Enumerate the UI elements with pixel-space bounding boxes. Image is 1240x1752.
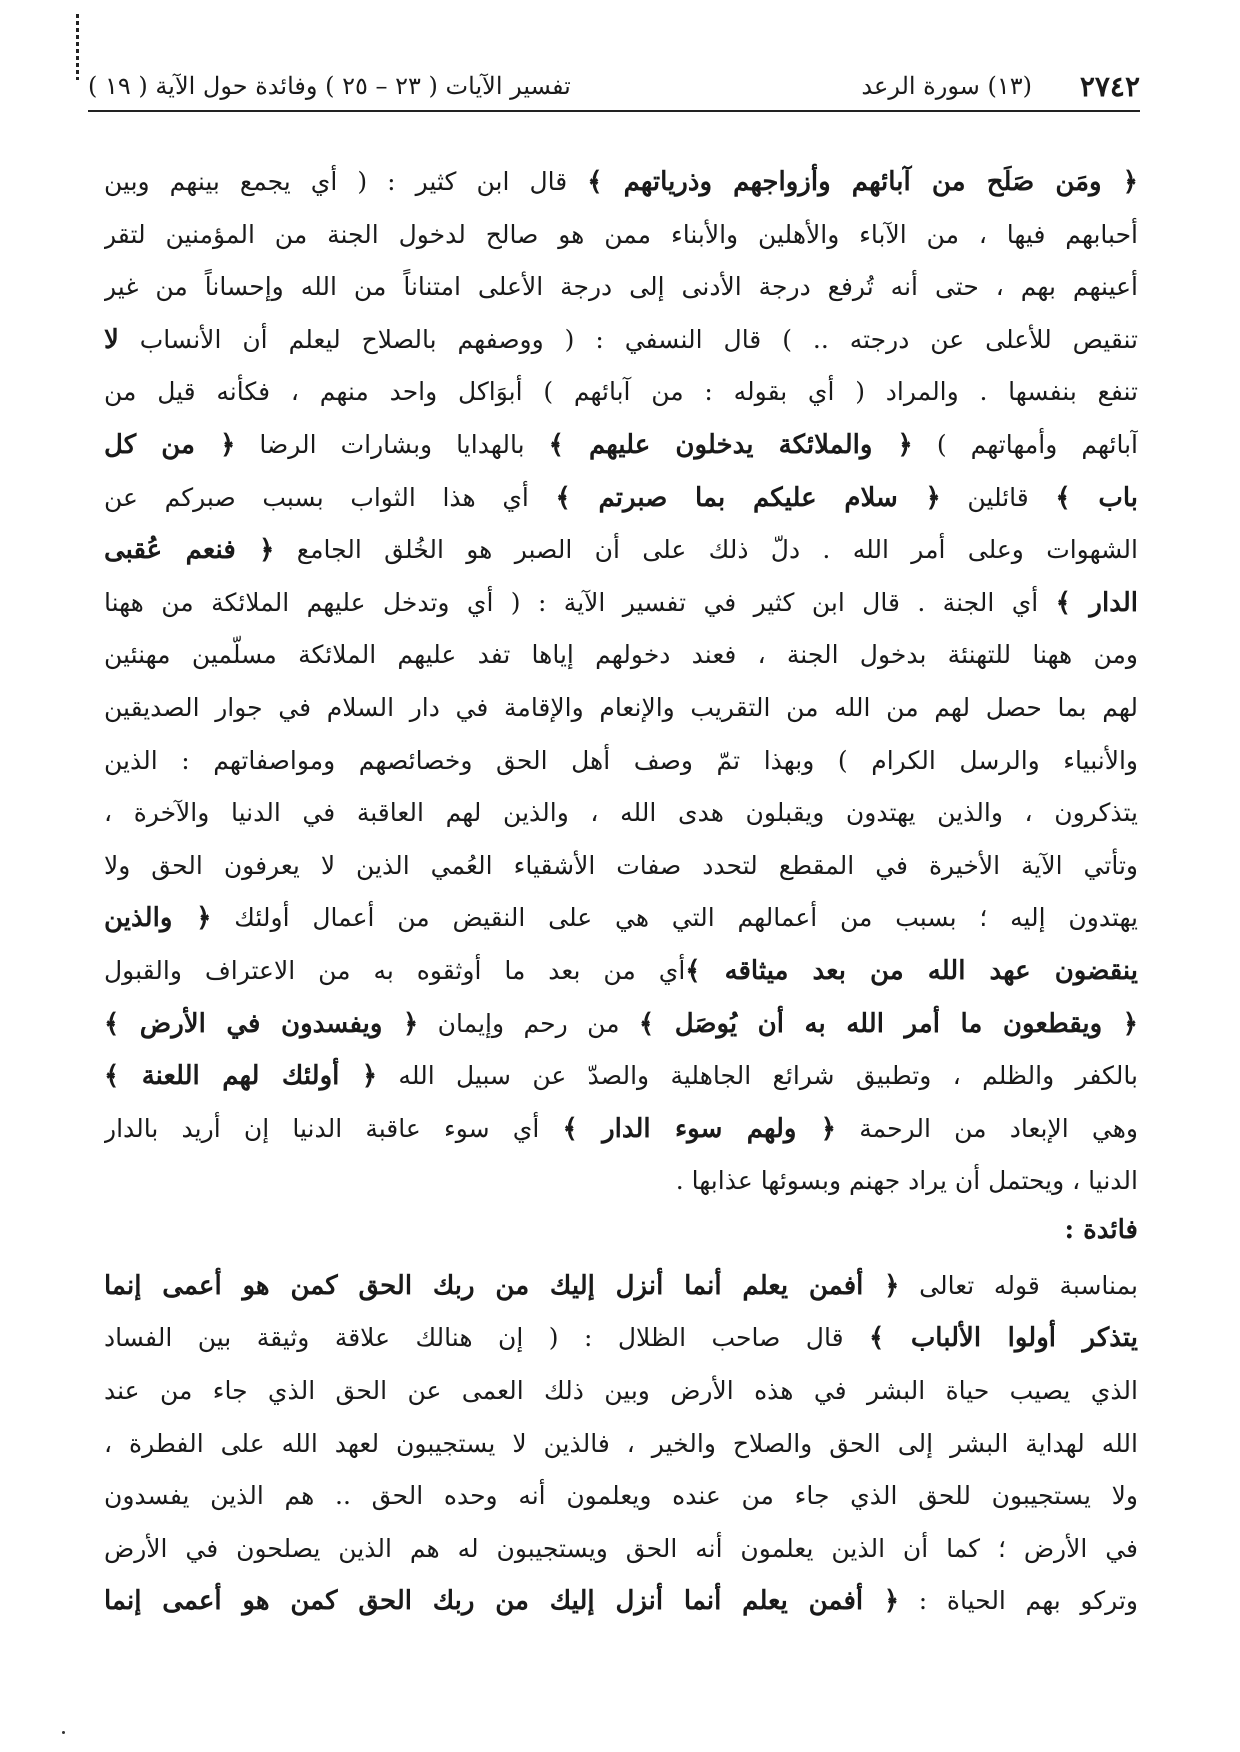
text-fragment: قال صاحب الظلال : ( إن هنالك علاقة وثيقة بين الفساد	[104, 1323, 870, 1353]
text-line: في الأرض ؛ كما أن الذين يعلمون أنه الحق ويستجيبون له هم الذين يصلحون في الأرض	[104, 1533, 1138, 1563]
running-subtitle: تفسير الآيات ( ٢٣ – ٢٥ ) وفائدة حول الآية ( ١٩ )	[88, 72, 571, 100]
text-line	[104, 1103, 1138, 1156]
text-line	[104, 524, 1138, 577]
quran-verse: ﴿ والذين	[104, 903, 212, 934]
running-title: (١٣) سورة الرعد	[861, 72, 1032, 100]
text-fragment: وهي الإبعاد من الرحمة	[836, 1113, 1138, 1143]
quran-verse: ﴿ أفمن يعلم أنما أنزل إليك من ربك الحق كمن هو أعمى إنما	[104, 1270, 900, 1301]
text-line	[104, 1575, 1138, 1628]
quran-verse: ﴿ والملائكة يدخلون عليهم ﴾	[548, 429, 913, 460]
quran-verse: يتذكر أولوا الألباب ﴾	[869, 1323, 1138, 1354]
quran-verse: ينقضون عهد الله من بعد ميثاقه ﴾	[685, 955, 1138, 986]
benefit-paragraph	[104, 1260, 1138, 1628]
text-fragment: بالهدايا وبشارات الرضا	[235, 429, 549, 459]
text-line	[104, 1050, 1138, 1103]
quran-verse: باب ﴾	[1055, 482, 1138, 513]
text-line: الذي يصيب حياة البشر في هذه الأرض وبين ذلك العمى عن الحق الذي جاء من عند	[104, 1376, 1138, 1406]
quran-verse: ﴿ ولهم سوء الدار ﴾	[562, 1113, 837, 1144]
scan-speck	[62, 1731, 65, 1734]
text-line: وتأتي الآية الأخيرة في المقطع لتحدد صفات الأشقياء العُمي الذين لا يعرفون الحق ولا	[104, 850, 1138, 880]
quran-verse: ﴿ سلام عليكم بما صبرتم ﴾	[555, 482, 941, 513]
text-line	[104, 314, 1138, 367]
text-line	[104, 577, 1138, 630]
text-fragment: بمناسبة قوله تعالى	[899, 1270, 1138, 1300]
text-fragment: وتركو بهم الحياة :	[899, 1586, 1138, 1616]
quran-verse: ﴿ أفمن يعلم أنما أنزل إليك من ربك الحق كمن هو أعمى إنما	[104, 1586, 900, 1617]
text-line: أحبابهم فيها ، من الآباء والأهلين والأبناء ممن هو صالح لدخول الجنة من المؤمنين لتقر	[104, 219, 1138, 249]
text-fragment: الشهوات وعلى أمر الله . دلّ ذلك على أن الصبر هو الخُلق الجامع	[274, 535, 1138, 565]
quran-verse: ﴿ أولئك لهم اللعنة ﴾	[104, 1061, 378, 1092]
text-line	[104, 1260, 1138, 1313]
text-line	[104, 998, 1138, 1051]
text-fragment: أي الجنة . قال ابن كثير في تفسير الآية : ( أي وتدخل عليهم الملائكة من ههنا	[104, 587, 1056, 617]
text-line: لهم بما حصل لهم من الله من التقريب والإنعام والإقامة في دار السلام في جوار الصديقين	[104, 692, 1138, 722]
quran-verse: ﴿ ومَن صَلَح من آبائهم وأزواجهم وذرياتهم ﴾	[587, 167, 1138, 197]
page-number: ٢٧٤٢	[1079, 70, 1140, 103]
text-line: الدنيا ، ويحتمل أن يراد جهنم وبسوئها عذابها .	[675, 1166, 1138, 1196]
text-fragment: يهتدون إليه ؛ بسبب من أعمالهم التي هي على النقيض من أعمال أولئك	[211, 903, 1138, 933]
page-header	[88, 66, 1140, 112]
text-line: ومن ههنا للتهنئة بدخول الجنة ، فعند دخولهم إياها تفد عليهم الملائكة مسلّمين مهنئين	[104, 640, 1138, 670]
text-line: ولا يستجيبون للحق الذي جاء من عنده ويعلمون أنه وحده الحق .. هم الذين يفسدون	[104, 1481, 1138, 1511]
section-heading: فائدة :	[1064, 1214, 1138, 1245]
text-line	[104, 945, 1138, 998]
text-fragment: من رحم وإيمان	[418, 1008, 639, 1038]
text-line: يتذكرون ، والذين يهتدون ويقبلون هدى الله ، والذين لهم العاقبة في الدنيا والآخرة ،	[104, 798, 1138, 828]
text-line: تنفع بنفسها . والمراد ( أي بقوله : من آبائهم ) أبوَاكل واحد منهم ، فكأنه قيل من	[104, 377, 1138, 407]
text-line	[104, 156, 1138, 209]
text-fragment: آبائهم وأمهاتهم )	[912, 429, 1138, 459]
quran-verse: الدار ﴾	[1055, 587, 1138, 618]
scan-margin-mark	[76, 14, 79, 80]
quran-verse: ﴿ ويفسدون في الأرض ﴾	[104, 1008, 419, 1039]
text-fragment: بالكفر والظلم ، وتطبيق شرائع الجاهلية والصدّ عن سبيل الله	[377, 1061, 1138, 1091]
text-fragment: قائلين	[940, 482, 1056, 512]
quran-verse: ﴿ فنعم عُقبى	[104, 535, 275, 566]
text-line	[104, 1312, 1138, 1365]
quran-verse: ﴿ من كل	[104, 429, 236, 460]
text-fragment: قال ابن كثير : ( أي يجمع بينهم وبين	[104, 167, 588, 196]
quran-verse: ﴿ ويقطعون ما أمر الله به أن يُوصَل ﴾	[638, 1008, 1138, 1039]
text-fragment: أي هذا الثواب بسبب صبركم عن	[104, 482, 556, 512]
text-line	[104, 419, 1138, 472]
tafsir-paragraph	[104, 156, 1138, 1208]
emphasis: لا	[104, 324, 119, 355]
text-line	[104, 472, 1138, 525]
text-fragment: أي سوء عاقبة الدنيا إن أريد بالدار	[104, 1113, 563, 1143]
body-text	[104, 156, 1138, 1628]
text-fragment: تنقيص للأعلى عن درجته .. ) قال النسفي : ( ووصفهم بالصلاح ليعلم أن الأنساب	[118, 324, 1138, 354]
text-line: الله لهداية البشر إلى الحق والصلاح والخير ، فالذين لا يستجيبون لعهد الله على الفطرة ،	[104, 1428, 1138, 1458]
text-line: والأنبياء والرسل الكرام ) وبهذا تمّ وصف أهل الحق وخصائصهم ومواصفاتهم : الذين	[104, 745, 1138, 775]
text-line: أعينهم بهم ، حتى أنه تُرفع درجة الأدنى إلى درجة الأعلى امتناناً من الله وإحساناً من غير	[104, 272, 1138, 302]
text-line	[104, 892, 1138, 945]
text-fragment: أي من بعد ما أوثقوه به من الاعتراف والقبول	[104, 955, 686, 985]
